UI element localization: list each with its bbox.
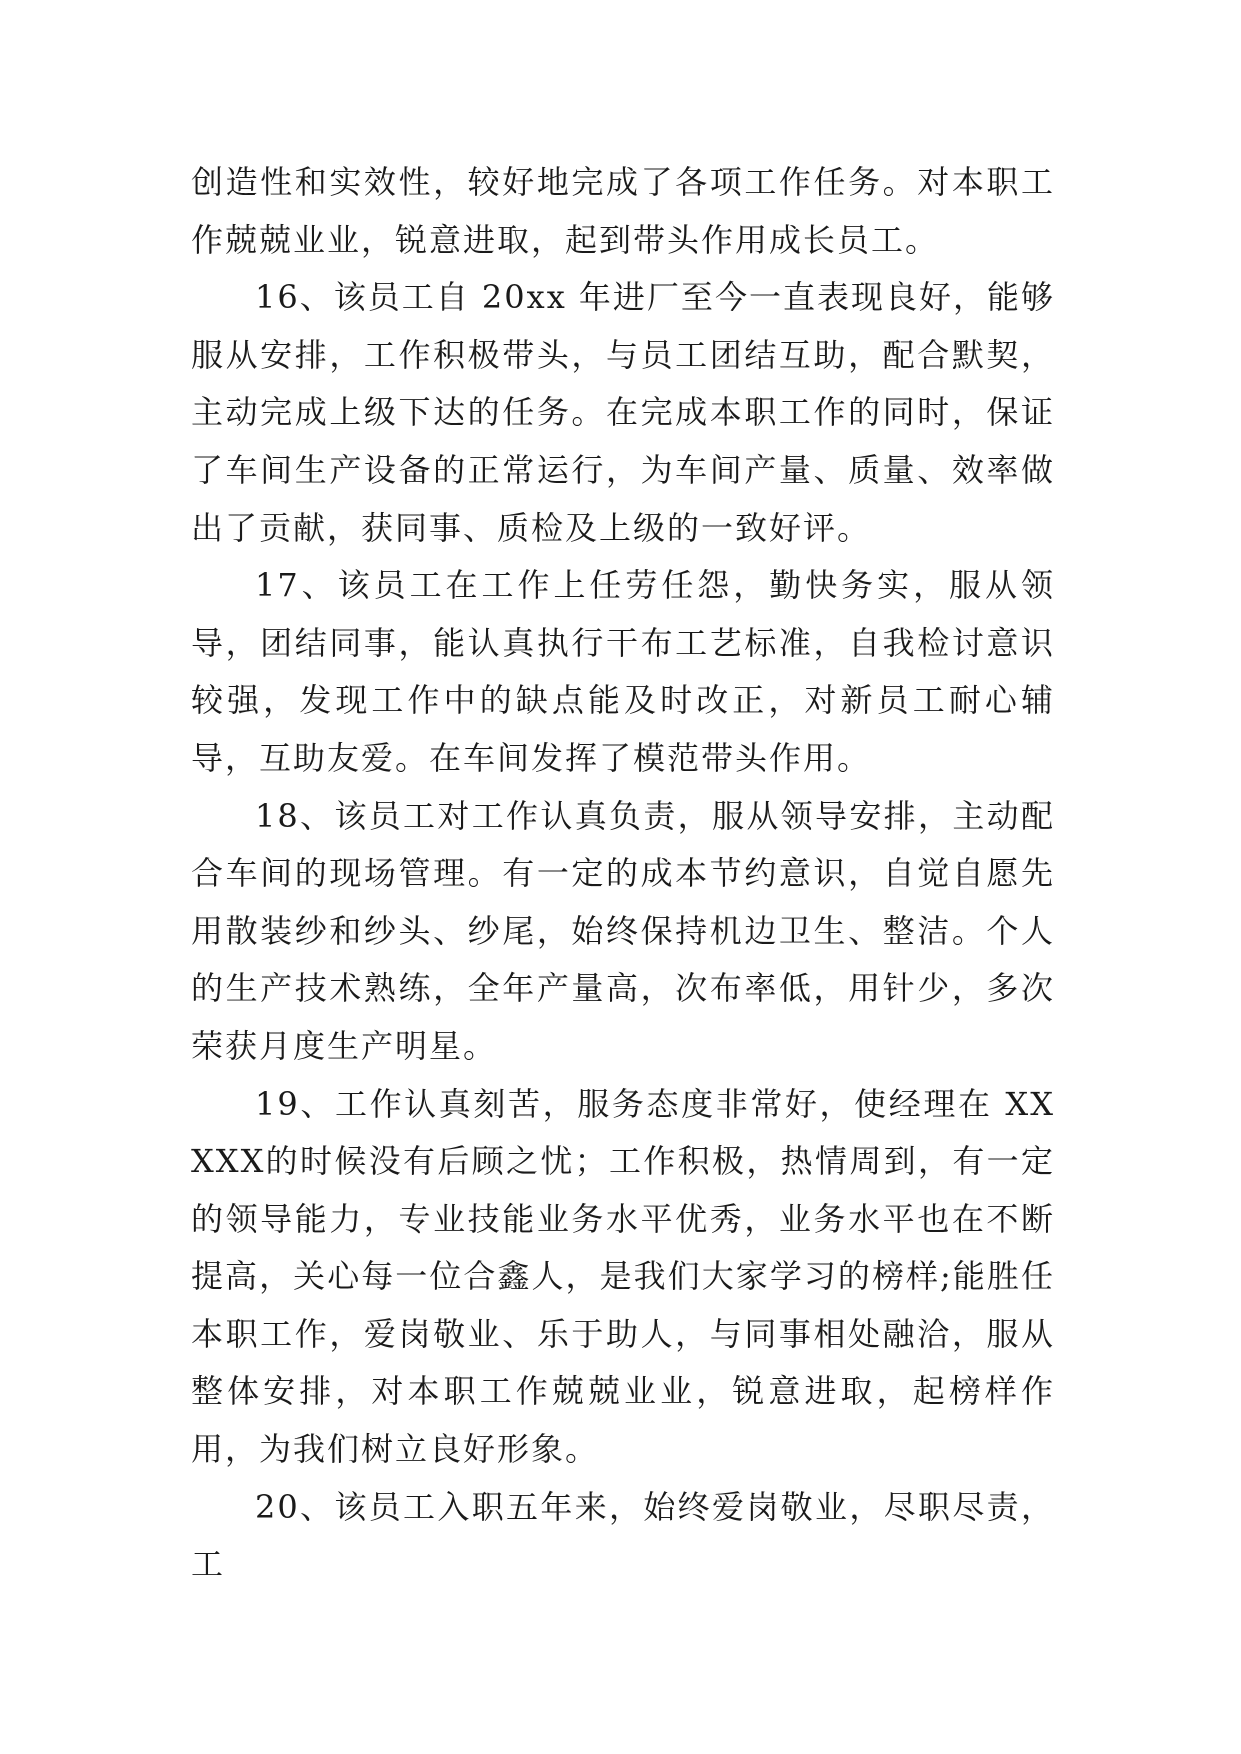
paragraph-continuation: 创造性和实效性，较好地完成了各项工作任务。对本职工作兢兢业业，锐意进取，起到带头作用成长员工。 <box>191 163 1055 259</box>
document-body <box>191 154 1055 1594</box>
paragraph-17: 17、该员工在工作上任劳任怨，勤快务实，服从领导，团结同事，能认真执行干布工艺标准，自我检讨意识较强，发现工作中的缺点能及时改正，对新员工耐心辅导，互助友爱。在车间发挥了模范带头作用。 <box>191 566 1055 777</box>
paragraph-20: 20、该员工入职五年来，始终爱岗敬业，尽职尽责，工 <box>191 1487 1055 1584</box>
paragraph-18: 18、该员工对工作认真负责，服从领导安排，主动配合车间的现场管理。有一定的成本节约意识，自觉自愿先用散装纱和纱头、纱尾，始终保持机边卫生、整洁。个人的生产技术熟练，全年产量高，次布率低，用针少，多次荣获月度生产明星。 <box>191 796 1055 1065</box>
paragraph-19: 19、工作认真刻苦，服务态度非常好，使经理在 XXXXX的时候没有后顾之忧；工作积极，热情周到，有一定的领导能力，专业技能业务水平优秀，业务水平也在不断提高，关心每一位合鑫人，是我们大家学习的榜样;能胜任本职工作，爱岗敬业、乐于助人，与同事相处融洽，服从整体安排，对本职工作兢兢业业，锐意进取，起榜样作用，为我们树立良好形象。 <box>191 1084 1055 1469</box>
paragraph-16: 16、该员工自 20xx 年进厂至今一直表现良好，能够服从安排，工作积极带头，与员工团结互助，配合默契，主动完成上级下达的任务。在完成本职工作的同时，保证了车间生产设备的正常运行，为车间产量、质量、效率做出了贡献，获同事、质检及上级的一致好评。 <box>191 278 1055 547</box>
